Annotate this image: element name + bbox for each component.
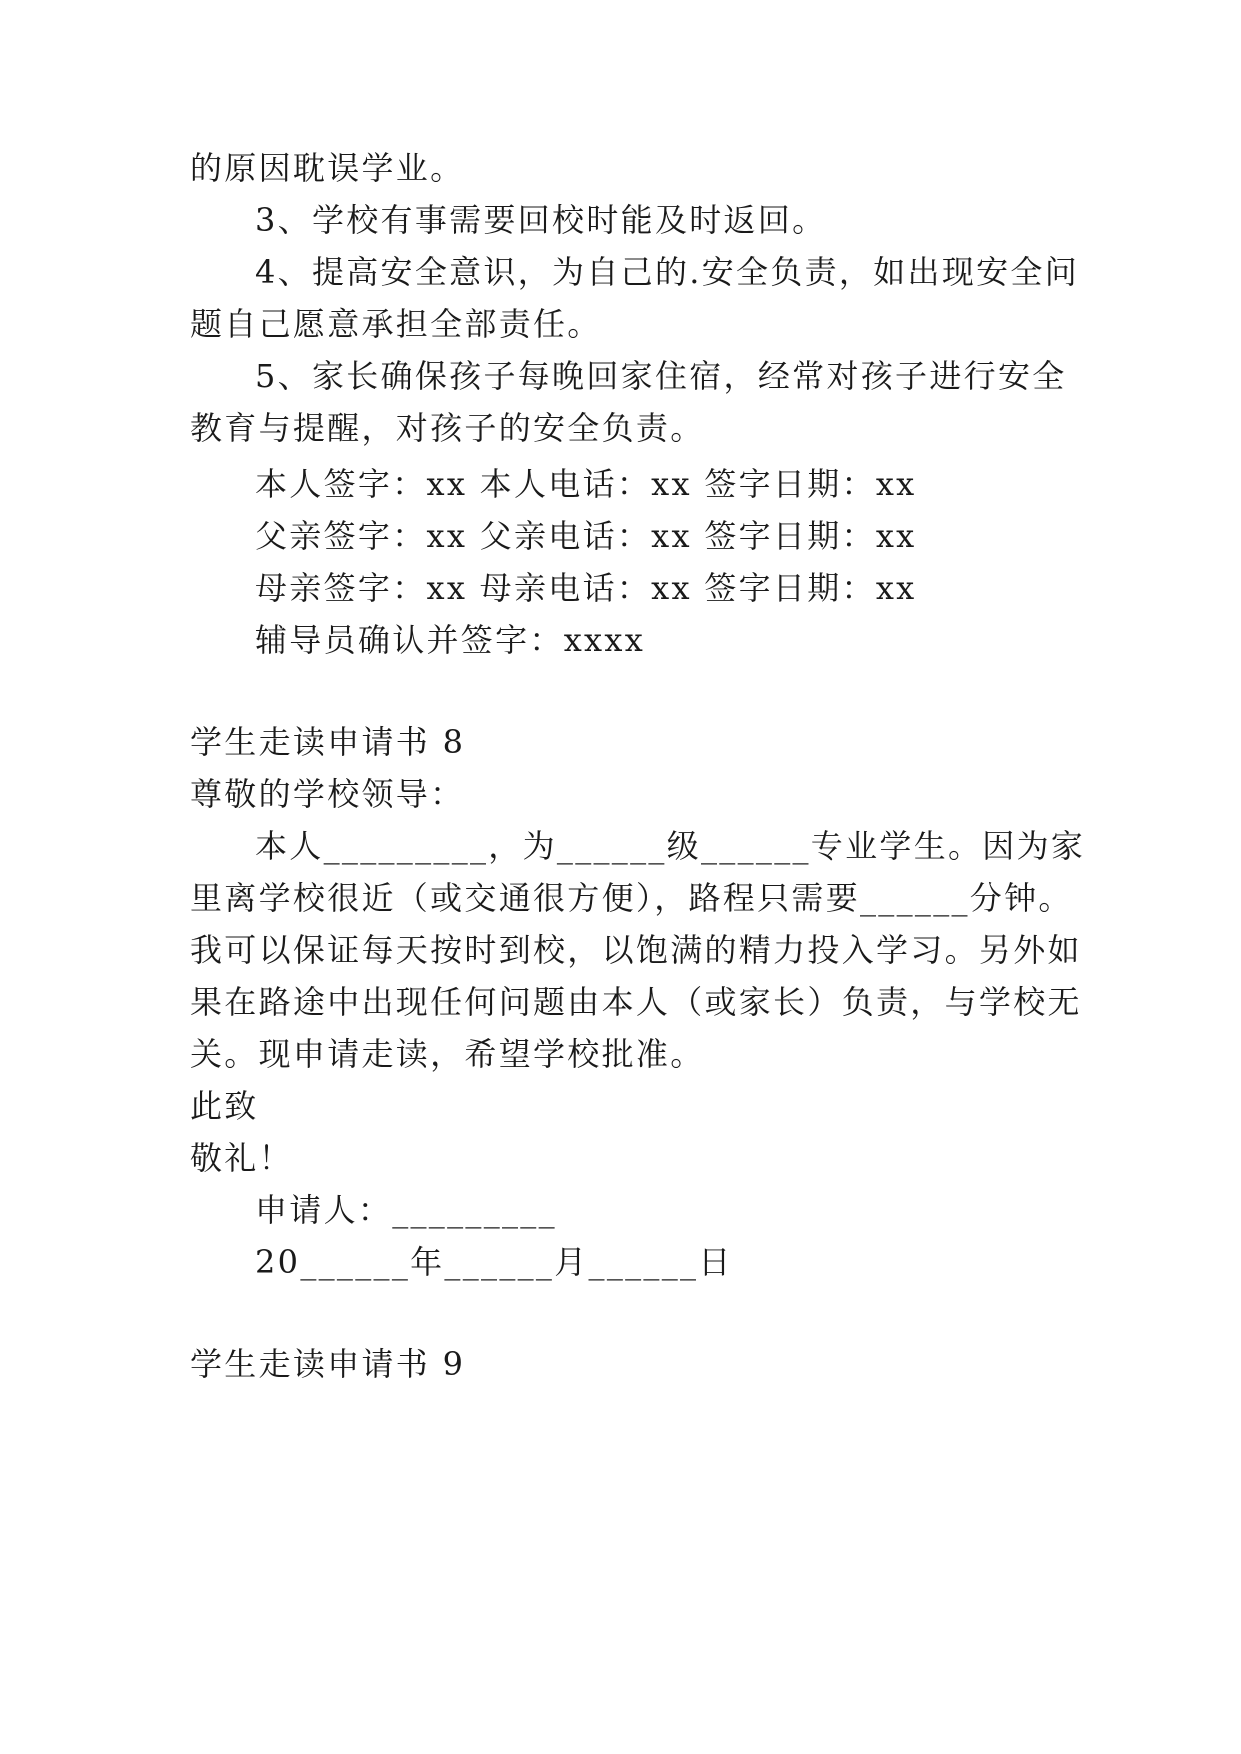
signature-line-mother: 母亲签字：xx 母亲电话：xx 签字日期：xx: [255, 569, 917, 607]
section-title: 学生走读申请书 9: [190, 1345, 466, 1383]
signature-line-counselor: 辅导员确认并签字：xxxx: [255, 621, 646, 659]
paragraph-line: 题自己愿意承担全部责任。: [190, 305, 602, 343]
closing-line: 敬礼！: [190, 1139, 293, 1177]
list-item-3: 3、学校有事需要回校时能及时返回。: [255, 201, 827, 239]
paragraph-line: 的原因耽误学业。: [190, 149, 465, 187]
body-line: 本人_________，为______级______专业学生。因为家: [255, 827, 1086, 865]
date-line: 20______年______月______日: [255, 1243, 733, 1281]
body-line: 关。现申请走读，希望学校批准。: [190, 1035, 705, 1073]
body-line: 果在路途中出现任何问题由本人（或家长）负责，与学校无: [190, 983, 1082, 1021]
body-line: 里离学校很近（或交通很方便），路程只需要______分钟。: [190, 879, 1073, 917]
section-title: 学生走读申请书 8: [190, 723, 466, 761]
body-line: 我可以保证每天按时到校，以饱满的精力投入学习。另外如: [190, 931, 1082, 969]
salutation: 尊敬的学校领导：: [190, 775, 465, 813]
list-item-4: 4、提高安全意识，为自己的.安全负责，如出现安全问: [255, 253, 1080, 291]
signature-line-self: 本人签字：xx 本人电话：xx 签字日期：xx: [255, 465, 917, 503]
signature-line-father: 父亲签字：xx 父亲电话：xx 签字日期：xx: [255, 517, 917, 555]
paragraph-line: 教育与提醒，对孩子的安全负责。: [190, 409, 705, 447]
closing-line: 此致: [190, 1087, 259, 1125]
applicant-line: 申请人：_________: [255, 1191, 557, 1229]
list-item-5: 5、家长确保孩子每晚回家住宿，经常对孩子进行安全: [255, 357, 1067, 395]
